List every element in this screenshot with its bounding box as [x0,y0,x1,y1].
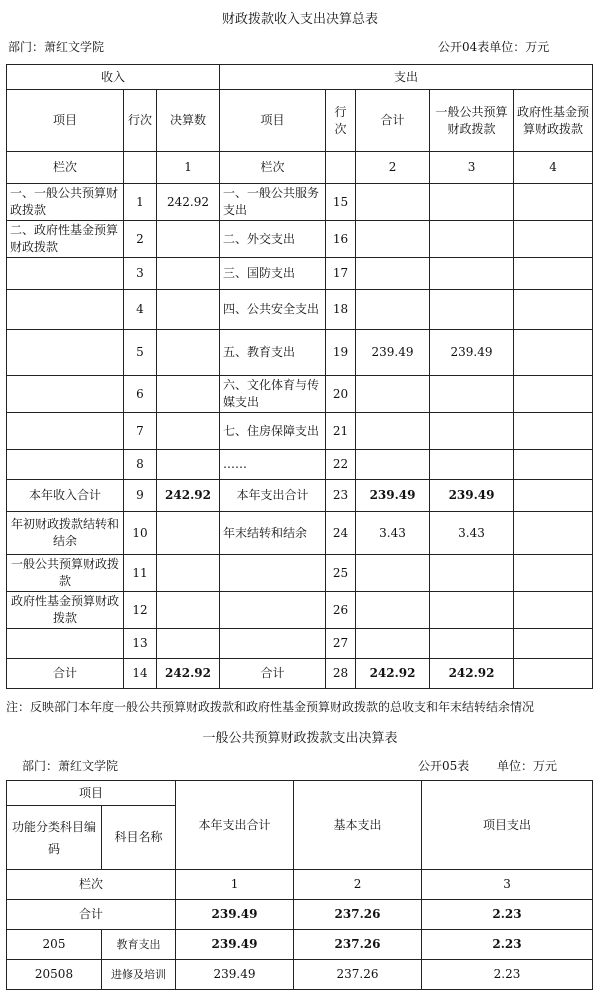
t2-header-total: 本年支出合计 [176,781,294,870]
table-row [7,555,593,592]
fund-budget [514,512,593,555]
general-budget [430,592,514,629]
income-item: 本年收入合计 [7,480,124,512]
t2-sum-label: 合计 [7,900,176,930]
income-line: 12 [124,592,157,629]
general-budget-expense-table [6,780,593,990]
table-row [7,960,593,990]
general-budget [430,629,514,659]
expense-total: 239.49 [176,930,294,960]
table1-form-code: 公开04表单位：万元 [438,40,550,54]
expense-line: 18 [326,290,356,330]
table-row [7,592,593,629]
fund-budget [514,629,593,659]
table-row [7,413,593,450]
table1-department: 部门：萧红文学院 [8,40,105,54]
expense-item: 一、一般公共服务支出 [220,184,326,221]
header-expense-item: 项目 [220,90,326,152]
column-index-1: 1 [157,152,220,184]
expense-total [356,413,430,450]
expense-total: 239.49 [356,330,430,376]
income-line: 10 [124,512,157,555]
t2-column-index-label: 栏次 [7,870,176,900]
expense-line: 25 [326,555,356,592]
income-item [7,450,124,480]
t2-header-func-code: 功能分类科目编码 [7,806,102,870]
table-row [7,258,593,290]
project-expense: 2.23 [422,930,593,960]
basic-expense: 237.26 [294,960,422,990]
general-budget: 3.43 [430,512,514,555]
t2-column-index-2: 2 [294,870,422,900]
t2-sum-total: 239.49 [176,900,294,930]
income-amount [157,221,220,258]
table2-unit: 单位：万元 [497,759,558,773]
expense-line: 19 [326,330,356,376]
table-row [7,290,593,330]
subject-name: 教育支出 [102,930,176,960]
general-budget [430,184,514,221]
table1-note: 注：反映部门本年度一般公共预算财政拨款和政府性基金预算财政拨款的总收支和年末结转结余情况 [6,700,535,714]
expense-item [220,555,326,592]
income-item: 一般公共预算财政拨款 [7,555,124,592]
income-amount [157,290,220,330]
expense-item: 七、住房保障支出 [220,413,326,450]
income-amount [157,330,220,376]
column-index-2: 2 [356,152,430,184]
general-budget: 242.92 [430,659,514,689]
fund-budget [514,221,593,258]
t2-sum-project: 2.23 [422,900,593,930]
column-index-3: 3 [430,152,514,184]
expense-total [356,376,430,413]
fund-budget [514,258,593,290]
income-amount: 242.92 [157,659,220,689]
fund-budget [514,592,593,629]
general-budget [430,413,514,450]
table-row [7,450,593,480]
income-amount [157,512,220,555]
table2-title: 一般公共预算财政拨款支出决算表 [202,731,398,746]
column-index-label: 栏次 [7,152,124,184]
table-row [7,376,593,413]
fund-budget [514,184,593,221]
expense-line: 22 [326,450,356,480]
expense-item [220,629,326,659]
function-code: 20508 [7,960,102,990]
expense-item: 四、公共安全支出 [220,290,326,330]
fund-budget [514,659,593,689]
general-budget: 239.49 [430,480,514,512]
income-line: 13 [124,629,157,659]
income-item [7,258,124,290]
table-row [7,480,593,512]
income-line: 4 [124,290,157,330]
header-expense-line: 行次 [326,90,356,152]
general-budget [430,376,514,413]
fund-budget [514,413,593,450]
expense-item: 二、外交支出 [220,221,326,258]
header-income-line: 行次 [124,90,157,152]
income-amount: 242.92 [157,480,220,512]
income-item [7,376,124,413]
general-budget [430,555,514,592]
header-income-item: 项目 [7,90,124,152]
expense-total [356,629,430,659]
expense-total: 3.43 [356,512,430,555]
table-row [7,930,593,960]
income-amount [157,555,220,592]
expense-line: 16 [326,221,356,258]
t2-header-basic: 基本支出 [294,781,422,870]
income-item: 政府性基金预算财政拨款 [7,592,124,629]
income-amount [157,376,220,413]
expense-item: …… [220,450,326,480]
income-line: 7 [124,413,157,450]
income-item [7,413,124,450]
function-code: 205 [7,930,102,960]
expense-header: 支出 [220,65,593,90]
expense-line: 23 [326,480,356,512]
header-expense-total: 合计 [356,90,430,152]
subject-name: 进修及培训 [102,960,176,990]
expense-item: 合计 [220,659,326,689]
table2-department: 部门：萧红文学院 [22,759,119,773]
expense-total [356,450,430,480]
general-budget [430,450,514,480]
column-index-label-2: 栏次 [220,152,326,184]
income-item: 一、一般公共预算财政拨款 [7,184,124,221]
fund-budget [514,480,593,512]
header-fund-budget: 政府性基金预算财政拨款 [514,90,593,152]
income-item [7,629,124,659]
expense-line: 15 [326,184,356,221]
expense-line: 20 [326,376,356,413]
income-amount: 242.92 [157,184,220,221]
income-line: 8 [124,450,157,480]
fund-budget [514,555,593,592]
table-row [7,629,593,659]
general-budget [430,290,514,330]
income-amount [157,592,220,629]
expense-total [356,221,430,258]
income-amount [157,258,220,290]
income-line: 1 [124,184,157,221]
fund-budget [514,450,593,480]
t2-header-item: 项目 [7,781,176,806]
expense-item: 三、国防支出 [220,258,326,290]
income-line: 2 [124,221,157,258]
expense-item: 六、文化体育与传媒支出 [220,376,326,413]
column-index-4: 4 [514,152,593,184]
expense-total [356,290,430,330]
expense-line: 24 [326,512,356,555]
expense-item [220,592,326,629]
expense-item: 年末结转和结余 [220,512,326,555]
header-general-budget: 一般公共预算财政拨款 [430,90,514,152]
income-item: 二、政府性基金预算财政拨款 [7,221,124,258]
table2-form-code: 公开05表 [418,759,470,773]
income-line: 5 [124,330,157,376]
income-amount [157,629,220,659]
expense-total: 239.49 [356,480,430,512]
t2-header-subject-name: 科目名称 [102,806,176,870]
income-line: 6 [124,376,157,413]
expense-total: 239.49 [176,960,294,990]
expense-item: 五、教育支出 [220,330,326,376]
income-amount [157,413,220,450]
table-row [7,330,593,376]
project-expense: 2.23 [422,960,593,990]
column-index-empty-2 [326,152,356,184]
fund-budget [514,376,593,413]
income-header: 收入 [7,65,220,90]
income-amount [157,450,220,480]
column-index-empty [124,152,157,184]
income-item: 合计 [7,659,124,689]
expense-line: 27 [326,629,356,659]
t2-sum-basic: 237.26 [294,900,422,930]
fund-budget [514,330,593,376]
income-expense-table [6,64,593,689]
general-budget [430,258,514,290]
basic-expense: 237.26 [294,930,422,960]
table-row [7,512,593,555]
t2-column-index-3: 3 [422,870,593,900]
expense-total [356,592,430,629]
income-line: 11 [124,555,157,592]
t2-column-index-1: 1 [176,870,294,900]
fund-budget [514,290,593,330]
expense-total: 242.92 [356,659,430,689]
general-budget [430,221,514,258]
table-row [7,184,593,221]
expense-item: 本年支出合计 [220,480,326,512]
t2-header-project: 项目支出 [422,781,593,870]
table-row [7,221,593,258]
income-line: 3 [124,258,157,290]
header-income-amount: 决算数 [157,90,220,152]
income-line: 9 [124,480,157,512]
expense-total [356,184,430,221]
table1-title: 财政拨款收入支出决算总表 [221,12,378,27]
table-row [7,659,593,689]
expense-line: 28 [326,659,356,689]
expense-line: 21 [326,413,356,450]
expense-line: 26 [326,592,356,629]
expense-total [356,258,430,290]
income-line: 14 [124,659,157,689]
general-budget: 239.49 [430,330,514,376]
income-item [7,330,124,376]
expense-total [356,555,430,592]
income-item: 年初财政拨款结转和结余 [7,512,124,555]
expense-line: 17 [326,258,356,290]
income-item [7,290,124,330]
